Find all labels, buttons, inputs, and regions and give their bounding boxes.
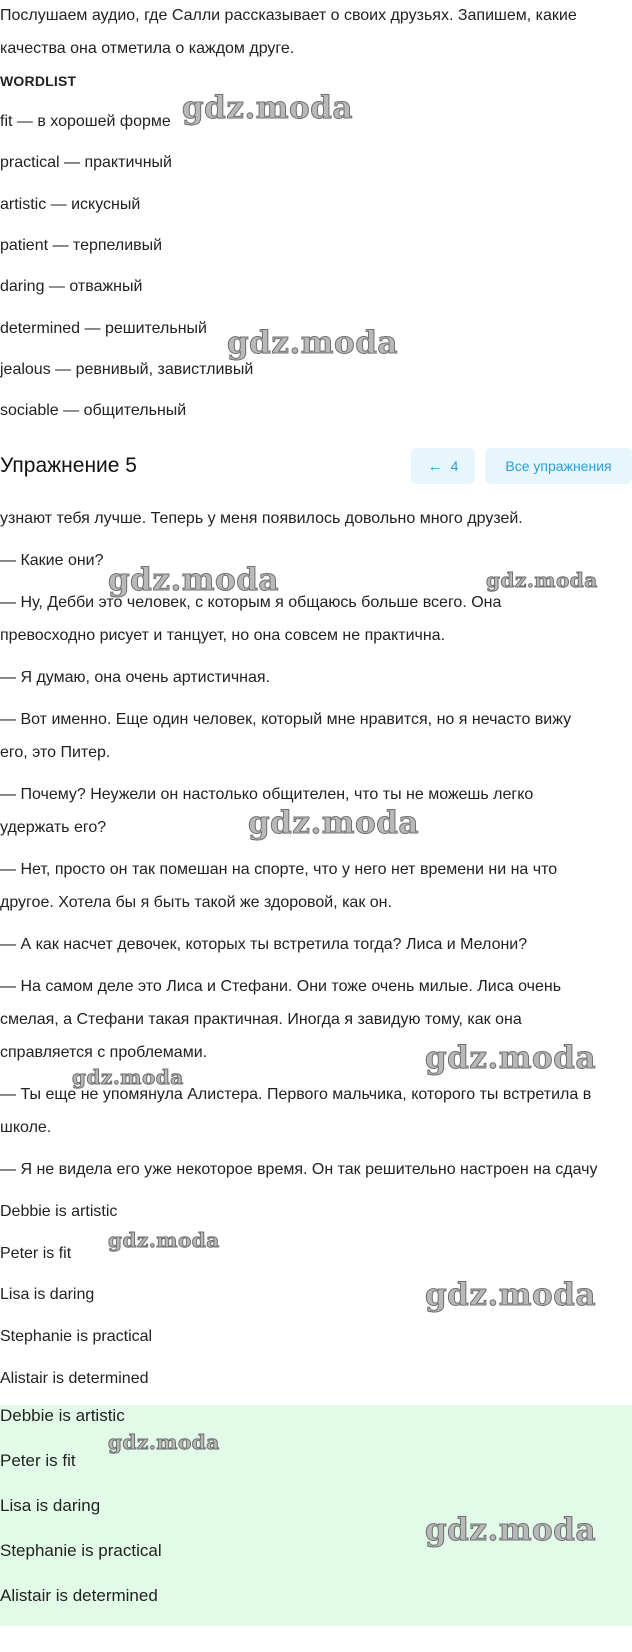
prev-exercise-label: 4 [450, 458, 459, 474]
watermark: gdz.moda [108, 1430, 220, 1454]
all-exercises-button[interactable]: Все упражнения [485, 448, 632, 484]
transcript-line: школе. [0, 1119, 52, 1136]
exercise-title: Упражнение 5 [0, 454, 137, 477]
watermark: gdz.moda [425, 1040, 596, 1076]
intro-line-2: качества она отметила о каждом друге. [0, 40, 295, 57]
watermark: gdz.moda [248, 805, 419, 841]
transcript-line: — Я не видела его уже некоторое время. Он так решительно настроен на сдачу [0, 1161, 598, 1178]
watermark: gdz.moda [108, 562, 279, 598]
answer-line: Peter is fit [0, 1245, 72, 1262]
answer-highlight-line: Alistair is determined [0, 1586, 158, 1605]
answer-line: Stephanie is practical [0, 1328, 153, 1345]
watermark: gdz.moda [425, 1277, 596, 1313]
answer-line: Alistair is determined [0, 1370, 149, 1387]
wordlist-item: fit — в хорошей форме [0, 113, 171, 130]
transcript-line: смелая, а Стефани такая практичная. Иногда я завидую тому, как она [0, 1011, 522, 1028]
transcript-line: — Нет, просто он так помешан на спорте, что у него нет времени ни на что [0, 861, 558, 878]
answer-highlight-line: Debbie is artistic [0, 1406, 125, 1425]
transcript-line: — Почему? Неужели он настолько общителен, что ты не можешь легко [0, 786, 534, 803]
wordlist-heading: WORDLIST [0, 73, 77, 89]
answer-line: Debbie is artistic [0, 1203, 118, 1220]
transcript-line: — Вот именно. Еще один человек, который мне нравится, но я нечасто вижу [0, 711, 572, 728]
watermark: gdz.moda [425, 1512, 596, 1548]
answer-highlight-line: Stephanie is practical [0, 1541, 162, 1560]
wordlist-item: daring — отважный [0, 278, 143, 295]
arrow-left-icon: ← [427, 458, 443, 475]
transcript-line: — На самом деле это Лиса и Стефани. Они тоже очень милые. Лиса очень [0, 978, 562, 995]
transcript-line: удержать его? [0, 819, 107, 836]
wordlist-item: artistic — искусный [0, 196, 141, 213]
watermark: gdz.moda [227, 325, 398, 361]
wordlist-item: determined — решительный [0, 320, 207, 337]
prev-exercise-button[interactable] [411, 448, 475, 484]
transcript-line: — Ты еще не упомянула Алистера. Первого мальчика, которого ты встретила в [0, 1086, 592, 1103]
watermark: gdz.moda [72, 1065, 184, 1089]
transcript-line: превосходно рисует и танцует, но она совсем не практична. [0, 627, 446, 644]
transcript-line: его, это Питер. [0, 744, 111, 761]
watermark: gdz.moda [182, 90, 353, 126]
wordlist-item: patient — терпеливый [0, 237, 163, 254]
transcript-line: — Я думаю, она очень артистичная. [0, 669, 271, 686]
wordlist-item: jealous — ревнивый, завистливый [0, 361, 254, 378]
transcript-line: — Какие они? [0, 552, 104, 569]
transcript-line: другое. Хотела бы я быть такой же здоровой, как он. [0, 894, 392, 911]
watermark: gdz.moda [486, 568, 598, 592]
transcript-line: узнают тебя лучше. Теперь у меня появилось довольно много друзей. [0, 510, 523, 527]
wordlist-item: practical — практичный [0, 154, 172, 171]
answer-highlight-line: Peter is fit [0, 1451, 76, 1470]
answer-highlight-line: Lisa is daring [0, 1496, 101, 1515]
transcript-line: справляется с проблемами. [0, 1044, 208, 1061]
transcript-line: — Ну, Дебби это человек, с которым я общаюсь больше всего. Она [0, 594, 502, 611]
answer-line: Lisa is daring [0, 1286, 95, 1303]
watermark: gdz.moda [108, 1228, 220, 1252]
intro-line-1: Послушаем аудио, где Салли рассказывает о своих друзьях. Запишем, какие [0, 7, 577, 24]
wordlist-item: sociable — общительный [0, 402, 187, 419]
transcript-line: — А как насчет девочек, которых ты встретила тогда? Лиса и Мелони? [0, 936, 528, 953]
